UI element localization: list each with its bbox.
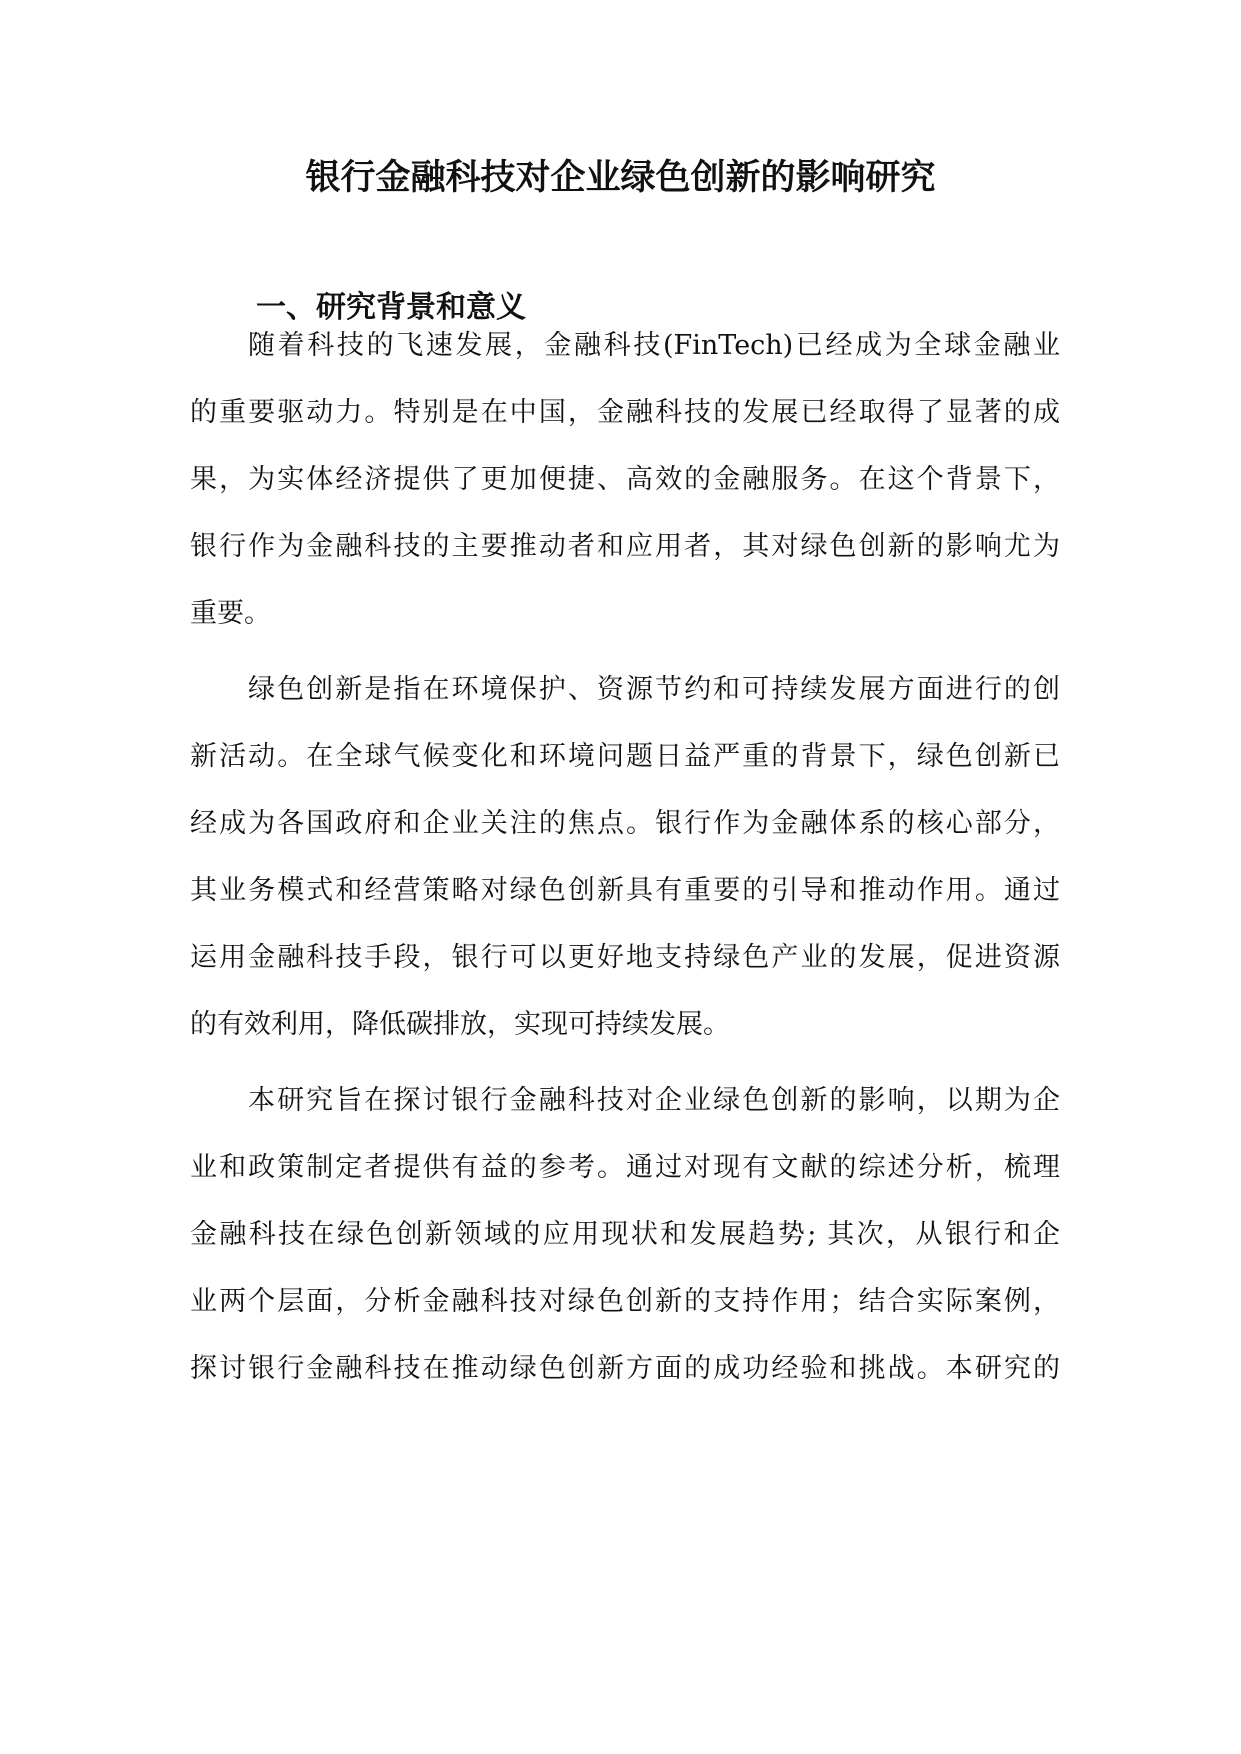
- paragraph-line: 的重要驱动力。特别是在中国，金融科技的发展已经取得了显著的成: [190, 397, 1060, 428]
- paragraph-line: 本研究旨在探讨银行金融科技对企业绿色创新的影响，以期为企: [248, 1085, 1060, 1116]
- paragraph-line: 重要。: [190, 598, 271, 629]
- paragraph-line: 银行作为金融科技的主要推动者和应用者，其对绿色创新的影响尤为: [190, 531, 1060, 562]
- paragraph-line: 绿色创新是指在环境保护、资源节约和可持续发展方面进行的创: [248, 674, 1060, 705]
- paragraph-line: 业两个层面，分析金融科技对绿色创新的支持作用；结合实际案例，: [190, 1286, 1060, 1317]
- paragraph-line: 经成为各国政府和企业关注的焦点。银行作为金融体系的核心部分，: [190, 808, 1060, 839]
- section-heading: 一、研究背景和意义: [256, 290, 526, 325]
- paragraph-line: 其业务模式和经营策略对绿色创新具有重要的引导和推动作用。通过: [190, 875, 1060, 906]
- paragraph-line: 随着科技的飞速发展，金融科技(FinTech)已经成为全球金融业: [248, 330, 1060, 361]
- paragraph-line: 运用金融科技手段，银行可以更好地支持绿色产业的发展，促进资源: [190, 942, 1060, 973]
- paragraph-line: 探讨银行金融科技在推动绿色创新方面的成功经验和挑战。本研究的: [190, 1353, 1060, 1384]
- paragraph-line: 果，为实体经济提供了更加便捷、高效的金融服务。在这个背景下，: [190, 464, 1060, 495]
- document-title: 银行金融科技对企业绿色创新的影响研究: [305, 157, 936, 198]
- paragraph-line: 新活动。在全球气候变化和环境问题日益严重的背景下，绿色创新已: [190, 741, 1060, 772]
- paragraph-line: 业和政策制定者提供有益的参考。通过对现有文献的综述分析，梳理: [190, 1152, 1060, 1183]
- paragraph-line: 金融科技在绿色创新领域的应用现状和发展趋势; 其次，从银行和企: [190, 1219, 1060, 1250]
- paragraph-line: 的有效利用，降低碳排放，实现可持续发展。: [190, 1009, 730, 1040]
